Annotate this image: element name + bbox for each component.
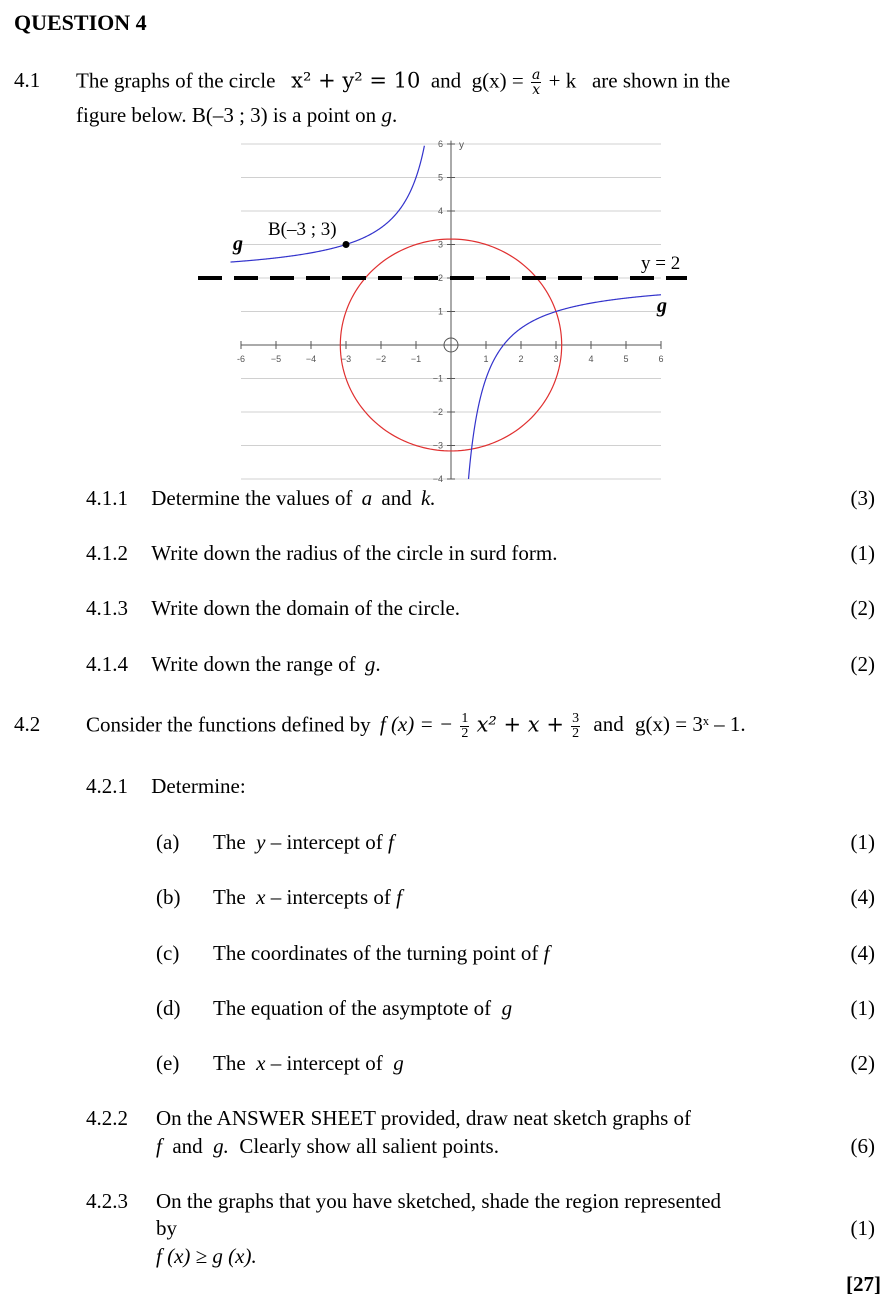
- item-number: 4.1.1: [86, 486, 128, 510]
- q42-and: and: [593, 712, 624, 737]
- sub-label: (e): [156, 1051, 180, 1075]
- line2-rest: Clearly show all salient points.: [239, 1134, 499, 1158]
- q42-line: [86, 712, 746, 741]
- sub-fvar: g: [393, 1051, 404, 1075]
- y-tick-label: 4: [437, 206, 443, 216]
- item-4-2-2: [86, 1106, 875, 1166]
- sub-var: x: [256, 885, 266, 909]
- item-4-2-3: [86, 1189, 875, 1269]
- frac-den: 2: [461, 726, 469, 741]
- y-tick-label: 3: [437, 239, 443, 250]
- sub-var: x: [256, 1051, 266, 1075]
- x-tick-label: −1: [410, 354, 422, 364]
- y-tick-label: 5: [437, 172, 443, 183]
- q41-line2-end: .: [391, 103, 398, 127]
- frac-num: a: [532, 67, 541, 83]
- item-4-1-2: [86, 541, 875, 566]
- sub-label: (b): [156, 885, 181, 909]
- q41-line1-post: are shown in the: [591, 68, 731, 93]
- sub-text: [213, 941, 550, 966]
- item-line3: f (x) ≥ g (x).: [156, 1244, 257, 1268]
- asymptote-label: y = 2: [641, 253, 681, 274]
- x-tick-label: −5: [270, 354, 282, 364]
- sub-pre: The equation of the asymptote of: [213, 996, 492, 1020]
- item-line1: On the graphs that you have sketched, shade the region represented: [156, 1189, 722, 1213]
- circle-equation: x² + y² = 10: [291, 68, 421, 93]
- fraction-three-halves: [571, 712, 580, 741]
- item-number: 4.1.4: [86, 652, 128, 676]
- q41-line1-pre: The graphs of the circle: [76, 68, 276, 93]
- x-tick-label: 4: [588, 354, 594, 364]
- f-mid: x² + x +: [476, 712, 564, 737]
- sub-item-d: [156, 996, 875, 1021]
- q42-pre: Consider the functions defined by: [86, 712, 371, 737]
- g-label-right: g: [657, 295, 667, 317]
- item-marks: (1): [850, 1216, 875, 1240]
- q41-line2-g: g: [381, 103, 392, 127]
- item-text: Write down the domain of the circle.: [151, 596, 461, 620]
- g-label-left: g: [233, 233, 243, 255]
- y-tick-label: 2: [437, 273, 443, 283]
- sub-marks: (4): [850, 941, 875, 965]
- sub-item-e: [156, 1051, 875, 1076]
- sub-label: (c): [156, 941, 180, 965]
- sub-var: y: [256, 830, 266, 854]
- sub-post: – intercepts of: [270, 885, 391, 909]
- total-marks: [27]: [846, 1272, 881, 1296]
- function-graph: [195, 135, 695, 485]
- item-4-1-3: [86, 596, 875, 621]
- item-number: 4.2.3: [86, 1189, 128, 1213]
- frac-den: x: [532, 82, 541, 98]
- x-tick-label: 1: [483, 354, 489, 364]
- y-axis-label: y: [459, 140, 464, 151]
- point-b-label: B(–3 ; 3): [268, 219, 337, 240]
- x-tick-label: 2: [518, 354, 524, 364]
- g-definition-pre: g(x) =: [471, 68, 524, 93]
- sub-fvar: f: [387, 830, 394, 854]
- sub-item-c: [156, 941, 875, 966]
- item-var-g: g: [364, 652, 376, 676]
- sub-text: [213, 830, 394, 855]
- sub-pre: The: [213, 885, 246, 909]
- frac-num: 1: [461, 711, 469, 726]
- sub-label: (d): [156, 996, 181, 1020]
- item-text: Write down the radius of the circle in surd form.: [151, 541, 558, 565]
- x-tick-label: −2: [375, 354, 387, 364]
- sub-fvar: f: [396, 885, 402, 909]
- y-tick-label: −2: [432, 407, 443, 417]
- item-line2: [156, 1134, 499, 1159]
- item-number: 4.2.1: [86, 774, 128, 798]
- sub-label: (a): [156, 830, 180, 854]
- q41-line2-text: figure below. B(–3 ; 3) is a point on: [76, 103, 377, 127]
- item-marks: (1): [850, 541, 875, 565]
- point-b-dot: [343, 241, 350, 248]
- item-end: .: [375, 652, 381, 676]
- x-tick-label: −3: [340, 354, 352, 364]
- question-number-4-1: 4.1: [14, 68, 41, 92]
- item-mid: and: [381, 486, 412, 510]
- y-tick-label: −3: [432, 440, 443, 451]
- sub-marks: (1): [850, 830, 875, 854]
- y-tick-label: −4: [432, 474, 443, 484]
- item-text: Determine:: [151, 774, 246, 798]
- y-tick-label: 1: [437, 306, 443, 317]
- item-marks: (2): [850, 652, 875, 676]
- item-4-1-1: [86, 486, 875, 511]
- item-line1: On the ANSWER SHEET provided, draw neat sketch graphs of: [156, 1106, 692, 1130]
- item-marks: (2): [850, 596, 875, 620]
- x-tick-label: 3: [553, 354, 559, 364]
- item-text: Write down the range of: [151, 652, 356, 676]
- sub-fvar: f: [543, 941, 550, 965]
- line2-g: g.: [213, 1134, 229, 1158]
- sub-text: [213, 1051, 404, 1076]
- fraction-one-half: [460, 712, 469, 741]
- sub-text: [213, 885, 402, 910]
- frac-num: 3: [572, 711, 580, 726]
- item-text: Determine the values of: [151, 486, 353, 510]
- g-definition: g(x) = 3ˣ – 1.: [635, 712, 746, 737]
- sub-item-b: [156, 885, 875, 910]
- question-number-4-2: 4.2: [14, 712, 41, 736]
- item-number: 4.1.2: [86, 541, 128, 565]
- line2-and: and: [172, 1134, 203, 1158]
- item-number: 4.2.2: [86, 1106, 128, 1130]
- sub-marks: (2): [850, 1051, 875, 1075]
- q41-and: and: [430, 68, 462, 93]
- f-definition: f (x) = −: [379, 712, 454, 737]
- sub-post: – intercept of: [270, 830, 383, 854]
- sub-pre: The: [213, 830, 246, 854]
- sub-pre: The coordinates of the turning point of: [213, 941, 539, 965]
- x-tick-label: 6: [658, 354, 664, 364]
- sub-marks: (1): [850, 996, 875, 1020]
- y-tick-label: 6: [437, 139, 443, 149]
- sub-pre: The: [213, 1051, 246, 1075]
- q41-line2: [76, 103, 397, 128]
- sub-marks: (4): [850, 885, 875, 909]
- graph-axes: [241, 141, 664, 479]
- line2-f: f: [156, 1134, 162, 1158]
- y-tick-label: −1: [432, 373, 443, 384]
- item-var-a: a: [361, 486, 373, 510]
- hyperbola-right-branch: [469, 295, 662, 479]
- sub-item-a: [156, 830, 875, 855]
- x-tick-label: 5: [623, 354, 629, 364]
- frac-den: 2: [572, 726, 580, 741]
- sub-post: – intercept of: [270, 1051, 383, 1075]
- item-4-1-4: [86, 652, 875, 677]
- item-number: 4.1.3: [86, 596, 128, 620]
- g-definition-post: + k: [548, 68, 577, 93]
- item-line2: by: [156, 1216, 177, 1240]
- item-marks: (6): [850, 1134, 875, 1158]
- item-4-2-1: [86, 774, 246, 799]
- sub-fvar: g: [501, 996, 513, 1020]
- x-tick-label: −4: [305, 354, 317, 364]
- item-marks: (3): [850, 486, 875, 510]
- x-tick-label: -6: [236, 354, 246, 364]
- item-var-k: k.: [421, 486, 436, 510]
- q41-line1: [76, 68, 730, 97]
- question-heading: QUESTION 4: [14, 10, 147, 35]
- sub-text: [213, 996, 512, 1021]
- fraction-a-over-x: [531, 68, 541, 97]
